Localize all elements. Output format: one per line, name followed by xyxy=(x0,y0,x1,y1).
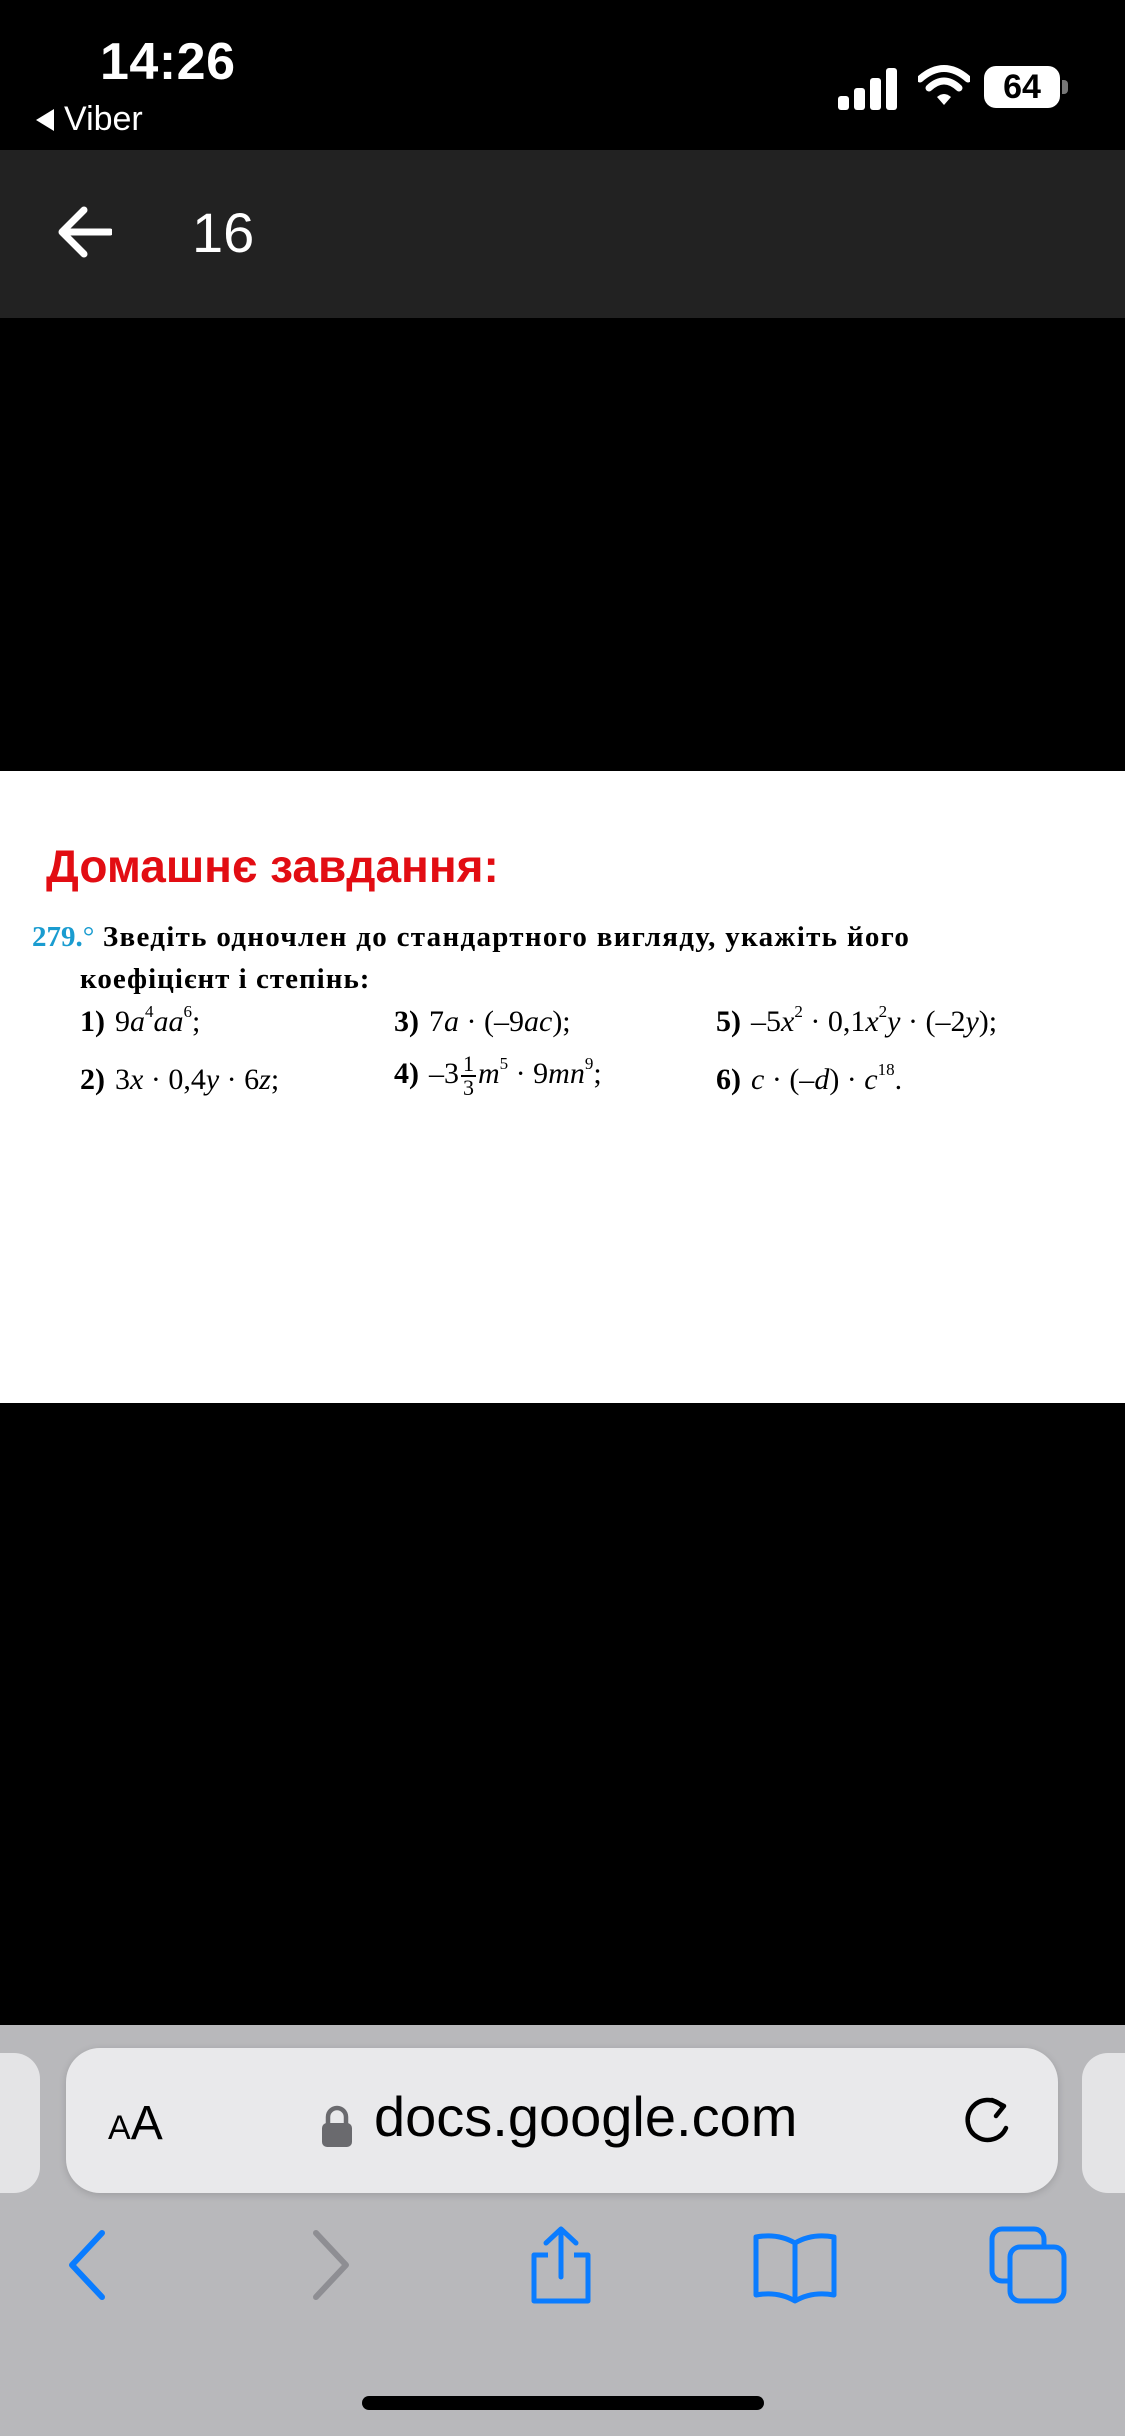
signal-icon xyxy=(838,66,900,110)
chevron-right-icon[interactable] xyxy=(306,2225,356,2305)
task-1 xyxy=(80,1002,201,1039)
task-5 xyxy=(716,1002,998,1039)
next-tab-peek[interactable] xyxy=(1082,2053,1125,2193)
wifi-icon xyxy=(918,64,970,108)
share-icon[interactable] xyxy=(526,2225,596,2305)
url-text[interactable]: docs.google.com xyxy=(374,2085,798,2148)
tabs-icon[interactable] xyxy=(988,2225,1068,2305)
homework-title: Домашнє завдання: xyxy=(46,840,499,892)
bookmarks-icon[interactable] xyxy=(752,2225,838,2305)
arrow-left-icon[interactable] xyxy=(56,202,112,262)
document-image xyxy=(0,771,1125,1403)
chevron-left-icon[interactable] xyxy=(62,2225,112,2305)
back-triangle-icon xyxy=(36,109,54,131)
task-expression: –3 $\frac{1}{3}$ $m^5 \cdot 9mn^9$; xyxy=(429,1051,602,1100)
battery-icon xyxy=(984,66,1068,108)
home-indicator[interactable] xyxy=(362,2396,764,2410)
task-expression: 7a · (–9ac); xyxy=(429,1005,571,1038)
task-number: 5) xyxy=(716,1005,741,1038)
task-6 xyxy=(716,1060,903,1097)
task-2 xyxy=(80,1063,279,1097)
task-expression: 3x · 0,4y · 6z; xyxy=(115,1063,280,1096)
exercise-header xyxy=(32,921,910,954)
page-title: 16 xyxy=(192,201,255,264)
back-app-label: Viber xyxy=(64,100,143,138)
task-number: 2) xyxy=(80,1063,105,1096)
task-number: 3) xyxy=(394,1005,419,1038)
lock-icon xyxy=(320,2104,354,2148)
task-4 xyxy=(394,1053,602,1099)
task-3 xyxy=(394,1005,571,1039)
back-to-viber-button[interactable] xyxy=(36,100,143,139)
task-number: 4) xyxy=(394,1056,419,1090)
task-expression: $c \cdot (-d) \cdot c^{18}$. xyxy=(751,1060,903,1096)
exercise-degree-mark: ° xyxy=(82,921,95,953)
battery-level: 64 xyxy=(1003,68,1041,106)
app-header xyxy=(0,150,1125,318)
reload-icon[interactable] xyxy=(958,2092,1016,2150)
task-number: 6) xyxy=(716,1063,741,1096)
address-bar[interactable] xyxy=(66,2048,1058,2193)
page-settings-button[interactable]: AA xyxy=(108,2097,163,2150)
task-number: 1) xyxy=(80,1005,105,1038)
exercise-number: 279. xyxy=(32,921,83,953)
previous-tab-peek[interactable] xyxy=(0,2053,40,2193)
task-expression: $-5x^2 \cdot 0,1x^2y \cdot (-2y)$; xyxy=(751,1002,998,1038)
exercise-text-line1: Зведіть одночлен до стандартного вигляду, укажіть його xyxy=(94,921,911,953)
exercise-text-line2: коефіцієнт і степінь: xyxy=(80,963,371,995)
task-expression: $9a^4aa^6$; xyxy=(115,1002,201,1038)
status-time: 14:26 xyxy=(100,33,236,91)
